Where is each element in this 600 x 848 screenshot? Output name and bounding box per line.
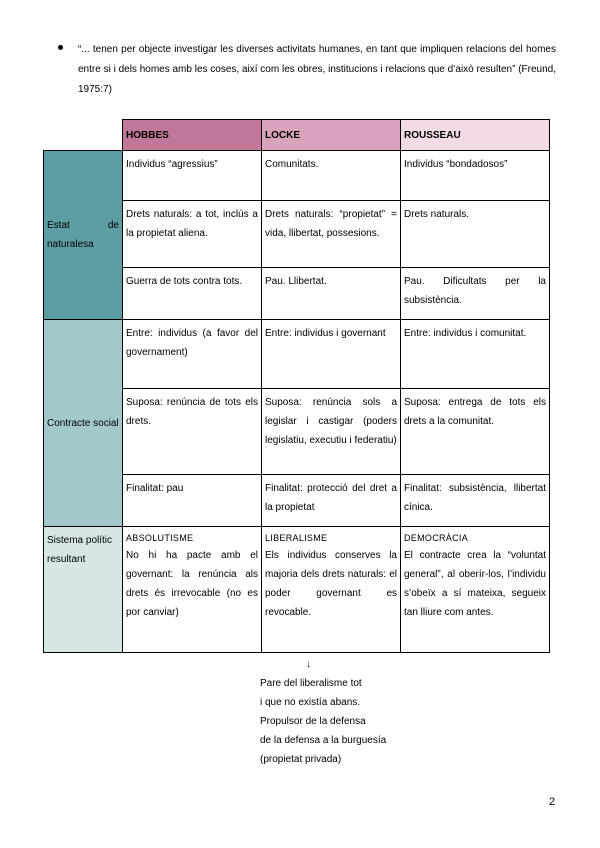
row-label-contracte: Contracte social <box>44 320 123 527</box>
down-arrow-icon: ↓ <box>306 659 311 670</box>
footnote-line: (propietat privada) <box>260 754 342 765</box>
table-cell: Entre: individus (a favor del governament) <box>123 320 262 389</box>
system-text: Els individus conserves la majoria dels drets naturals: el poder governant es revocable. <box>265 550 397 618</box>
system-text: No hi ha pacte amb el governant: la renúncia als drets és irrevocable (no es por canviar) <box>126 550 258 618</box>
empty-corner <box>44 120 123 151</box>
table-cell <box>262 527 401 653</box>
table-cell: Suposa: renúncia sols a legislar i castigar (poders legislatiu, executiu i federatiu) <box>262 389 401 475</box>
intro-quote <box>58 40 556 100</box>
table-cell: Drets naturals: “propietat” = vida, llibertat, possesions. <box>262 201 401 268</box>
header-rousseau: ROUSSEAU <box>401 120 550 151</box>
row-label-estat: Estat de naturalesa <box>44 151 123 320</box>
footnote-line: de la defensa a la burguesía <box>260 735 387 746</box>
system-label-democracia: DEMOCRÀCIA <box>404 533 469 543</box>
footnote-line: Propulsor de la defensa <box>260 716 366 727</box>
system-label-absolutisme: ABSOLUTISME <box>126 533 194 543</box>
page-number: 2 <box>549 796 556 808</box>
row-label-sistema: Sistema polític resultant <box>44 527 123 653</box>
header-row <box>44 120 550 151</box>
table-cell: Comunitats. <box>262 151 401 201</box>
table-cell: Entre: individus i governant <box>262 320 401 389</box>
table-cell: Pau. Dificultats per la subsistència. <box>401 268 550 320</box>
table-cell: Suposa: entrega de tots els drets a la comunitat. <box>401 389 550 475</box>
comparison-table <box>43 119 550 653</box>
table-cell: Entre: individus i comunitat. <box>401 320 550 389</box>
system-label-liberalisme: LIBERALISME <box>265 533 328 543</box>
bullet-icon <box>58 45 63 50</box>
table-cell: Guerra de tots contra tots. <box>123 268 262 320</box>
footnote-line: i que no existía abans. <box>260 697 361 708</box>
table-row <box>44 320 550 389</box>
table-cell: Suposa: renúncia de tots els drets. <box>123 389 262 475</box>
table-cell: Drets naturals: a tot, inclús a la propietat aliena. <box>123 201 262 268</box>
table-cell: Drets naturals. <box>401 201 550 268</box>
table-cell <box>123 527 262 653</box>
table-cell: Finalitat: protecció del dret a la propietat <box>262 475 401 527</box>
table-cell: Individus “bondadosos” <box>401 151 550 201</box>
table-cell: Finalitat: pau <box>123 475 262 527</box>
system-text: El contracte crea la “voluntat general”, al oberír-los, l’individu s’obeïx a sí mateixa, segueix tan lliure com antes. <box>404 550 546 618</box>
quote-text: “... tenen per objecte investigar les diverses activitats humanes, en tant que impliquen relacions del homes entre si i dels homes amb les coses, així com les obres, institucions i relacions que d’això resulten” (Freund, 1975:7) <box>78 44 556 95</box>
table-cell: Individus “agressius” <box>123 151 262 201</box>
header-hobbes: HOBBES <box>123 120 262 151</box>
table-row <box>44 151 550 201</box>
locke-footnote <box>260 655 386 769</box>
header-locke: LOCKE <box>262 120 401 151</box>
table-cell: Finalitat: subsistència, llibertat cínica. <box>401 475 550 527</box>
table-cell <box>401 527 550 653</box>
table-cell: Pau. Llibertat. <box>262 268 401 320</box>
table-row <box>44 527 550 653</box>
footnote-line: Pare del liberalisme tot <box>260 678 362 689</box>
